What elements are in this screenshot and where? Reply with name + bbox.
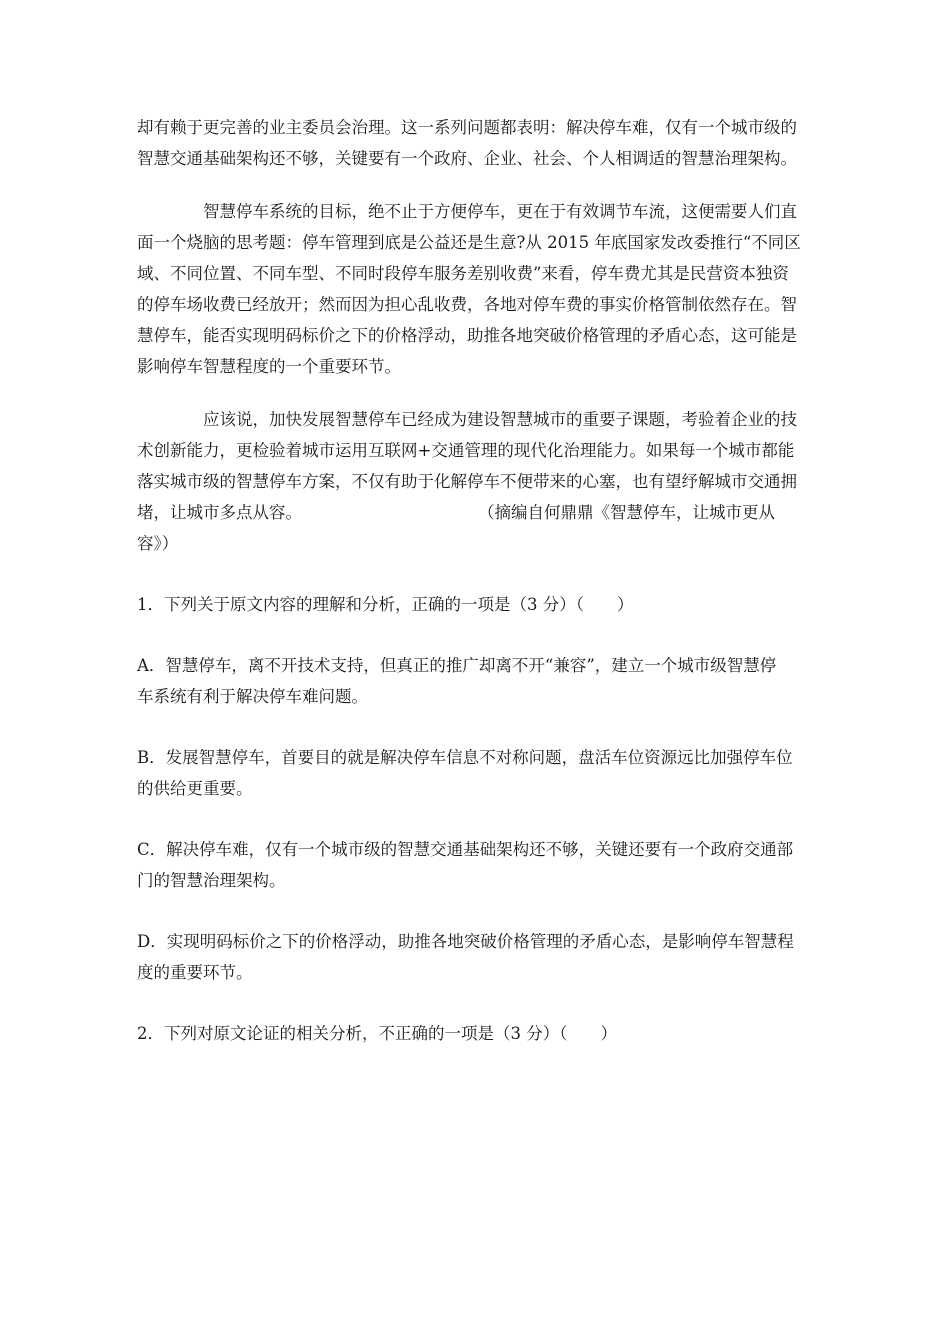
text-line: 智慧停车系统的目标，绝不止于方便停车，更在于有效调节车流，这便需要人们直 xyxy=(203,202,797,221)
document-page xyxy=(137,112,813,1049)
option-d xyxy=(137,926,813,988)
source-citation: （摘编自何鼎鼎《智慧停车，让城市更从 xyxy=(478,503,775,522)
text-line: 却有赖于更完善的业主委员会治理。这一系列问题都表明：解决停车难，仅有一个城市级的 xyxy=(137,118,797,137)
text-line: 影响停车智慧程度的一个重要环节。 xyxy=(137,357,401,376)
question-2 xyxy=(137,1018,813,1049)
text-line: 域、不同位置、不同车型、不同时段停车服务差别收费”来看，停车费尤其是民营资本独资 xyxy=(137,264,789,283)
text-line: 术创新能力，更检验着城市运用互联网+交通管理的现代化治理能力。如果每一个城市都能 xyxy=(137,441,795,460)
paragraph-1 xyxy=(137,112,813,174)
text-line: 落实城市级的智慧停车方案，不仅有助于化解停车不便带来的心塞，也有望纾解城市交通拥 xyxy=(137,472,797,491)
option-c xyxy=(137,834,813,896)
option-text: 门的智慧治理架构。 xyxy=(137,871,286,890)
option-text: 的供给更重要。 xyxy=(137,779,253,798)
paragraph-2 xyxy=(137,196,813,382)
text-line: 面一个烧脑的思考题：停车管理到底是公益还是生意?从 2015 年底国家发改委推行“不同区 xyxy=(137,233,801,252)
option-text: A．智慧停车，离不开技术支持，但真正的推广却离不开“兼容”，建立一个城市级智慧停 xyxy=(137,656,777,675)
text-fragment: 堵，让城市多点从容。 xyxy=(137,503,302,522)
option-text: B．发展智慧停车，首要目的就是解决停车信息不对称问题，盘活车位资源远比加强停车位 xyxy=(137,748,793,767)
text-line: 智慧交通基础架构还不够，关键要有一个政府、企业、社会、个人相调适的智慧治理架构。 xyxy=(137,149,797,168)
option-text: 度的重要环节。 xyxy=(137,963,253,982)
option-text: C．解决停车难，仅有一个城市级的智慧交通基础架构还不够，关键还要有一个政府交通部 xyxy=(137,840,794,859)
text-line: 应该说，加快发展智慧停车已经成为建设智慧城市的重要子课题，考验着企业的技 xyxy=(203,410,797,429)
text-line xyxy=(137,497,813,528)
option-a xyxy=(137,650,813,712)
question-1 xyxy=(137,589,813,620)
option-text: 车系统有利于解决停车难问题。 xyxy=(137,687,368,706)
question-stem: 2．下列对原文论证的相关分析，不正确的一项是（3 分）（ ） xyxy=(137,1024,617,1043)
option-b xyxy=(137,742,813,804)
paragraph-3 xyxy=(137,404,813,559)
text-line: 慧停车，能否实现明码标价之下的价格浮动，助推各地突破价格管理的矛盾心态，这可能是 xyxy=(137,326,797,345)
option-text: D．实现明码标价之下的价格浮动，助推各地突破价格管理的矛盾心态，是影响停车智慧程 xyxy=(137,932,794,951)
source-citation-end: 容》） xyxy=(137,534,179,553)
question-stem: 1．下列关于原文内容的理解和分析，正确的一项是（3 分）（ ） xyxy=(137,595,634,614)
text-line: 的停车场收费已经放开；然而因为担心乱收费，各地对停车费的事实价格管制依然存在。智 xyxy=(137,295,797,314)
